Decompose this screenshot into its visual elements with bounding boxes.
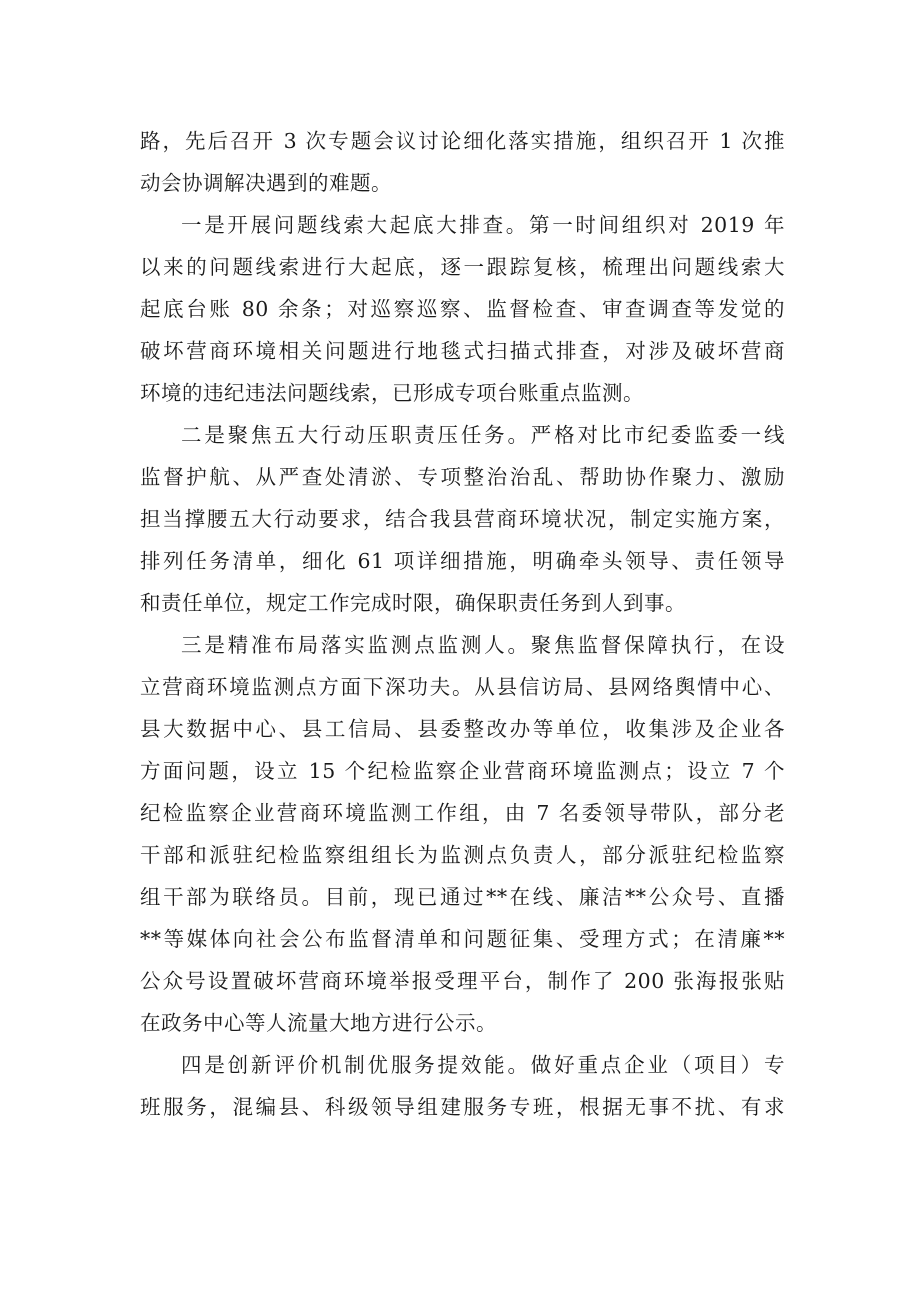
text-line: 立营商环境监测点方面下深功夫。从县信访局、县网络舆情中心、 — [140, 675, 785, 699]
document-body — [140, 120, 785, 1128]
text-line: 动会协调解决遇到的难题。 — [140, 171, 392, 195]
text-line: 排列任务清单，细化 61 项详细措施，明确牵头领导、责任领导 — [140, 549, 785, 573]
text-line: 以来的问题线索进行大起底，逐一跟踪复核，梳理出问题线索大 — [140, 255, 785, 279]
paragraph-first-line: 二是聚焦五大行动压职责压任务。严格对比市纪委监委一线 — [181, 423, 785, 447]
text-line: 起底台账 80 余条；对巡察巡察、监督检查、审查调查等发觉的 — [140, 297, 785, 321]
text-line: 在政务中心等人流量大地方进行公示。 — [140, 1011, 497, 1035]
text-line: 干部和派驻纪检监察组组长为监测点负责人，部分派驻纪检监察 — [140, 843, 785, 867]
paragraph-first-line: 一是开展问题线索大起底大排查。第一时间组织对 2019 年 — [181, 213, 785, 237]
paragraph-first-line: 四是创新评价机制优服务提效能。做好重点企业（项目）专 — [181, 1053, 785, 1077]
text-line: 班服务，混编县、科级领导组建服务专班，根据无事不扰、有求 — [140, 1095, 785, 1119]
text-line: 方面问题，设立 15 个纪检监察企业营商环境监测点；设立 7 个 — [140, 759, 785, 783]
text-line: 监督护航、从严查处清淤、专项整治治乱、帮助协作聚力、激励 — [140, 465, 785, 489]
text-line: 组干部为联络员。目前，现已通过**在线、廉洁**公众号、直播 — [140, 885, 785, 909]
text-line: 环境的违纪违法问题线索，已形成专项台账重点监测。 — [140, 381, 644, 405]
text-line: 路，先后召开 3 次专题会议讨论细化落实措施，组织召开 1 次推 — [140, 129, 785, 153]
text-line: 担当撑腰五大行动要求，结合我县营商环境状况，制定实施方案， — [140, 507, 785, 531]
text-line: 县大数据中心、县工信局、县委整改办等单位，收集涉及企业各 — [140, 717, 785, 741]
text-line: 破坏营商环境相关问题进行地毯式扫描式排查，对涉及破坏营商 — [140, 339, 785, 363]
paragraph-first-line: 三是精准布局落实监测点监测人。聚焦监督保障执行，在设 — [181, 633, 785, 657]
text-line: 纪检监察企业营商环境监测工作组，由 7 名委领导带队，部分老 — [140, 801, 785, 825]
text-line: **等媒体向社会公布监督清单和问题征集、受理方式；在清廉** — [140, 927, 785, 951]
text-line: 和责任单位，规定工作完成时限，确保职责任务到人到事。 — [140, 591, 686, 615]
text-line: 公众号设置破坏营商环境举报受理平台，制作了 200 张海报张贴 — [140, 969, 785, 993]
